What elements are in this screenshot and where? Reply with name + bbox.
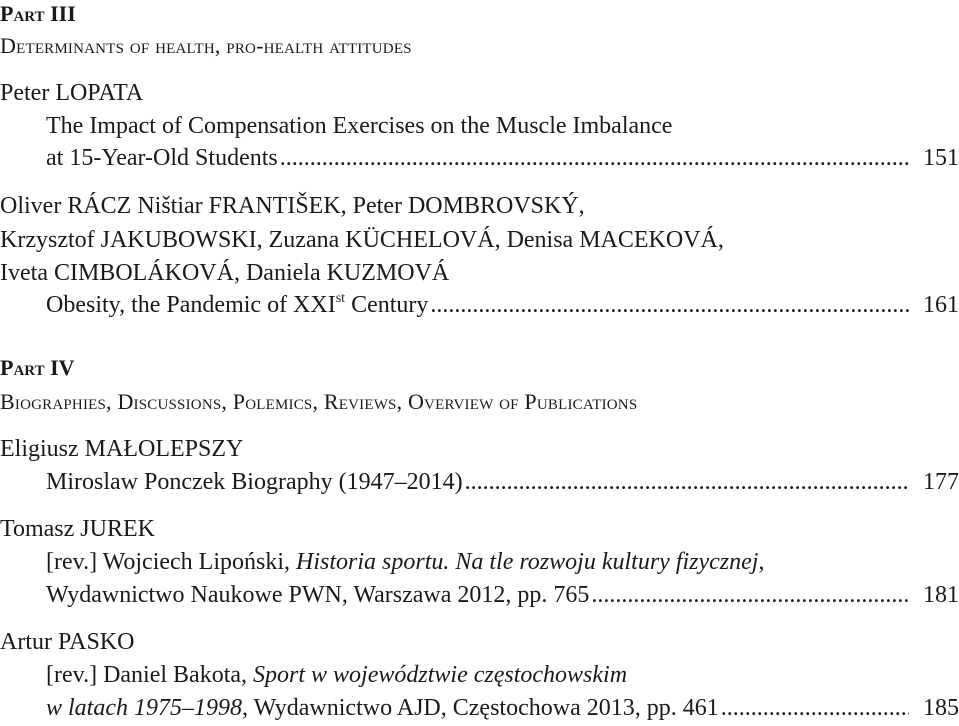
dot-leader — [721, 694, 909, 722]
page-number: 177 — [923, 469, 959, 495]
toc-entry-line[interactable] — [46, 468, 959, 496]
toc-entry-title: The Impact of Compensation Exercises on the Muscle Imbalance — [46, 113, 673, 139]
dot-leader — [280, 144, 909, 172]
toc-entry-title: Miroslaw Ponczek Biography (1947–2014) — [46, 469, 463, 495]
page-number: 181 — [923, 582, 959, 608]
part-iii-subtitle: Determinants of health, pro-health attitudes — [0, 33, 412, 58]
toc-entry-line[interactable] — [46, 694, 959, 722]
dot-leader — [430, 291, 909, 319]
toc-entry-title: at 15-Year-Old Students — [46, 145, 278, 171]
toc-entry-line[interactable] — [46, 291, 959, 319]
page-number: 161 — [923, 292, 959, 318]
toc-entry-title: Obesity, the Pandemic of XXIst Century — [46, 291, 429, 318]
dot-leader — [465, 468, 909, 496]
part-iv-subtitle: Biographies, Discussions, Polemics, Reviews, Overview of Publications — [0, 389, 638, 414]
toc-entry-author: Peter LOPATA — [0, 80, 144, 106]
toc-entry-line[interactable] — [46, 581, 959, 609]
toc-entry-title: w latach 1975–1998, Wydawnictwo AJD, Częstochowa 2013, pp. 461 — [46, 695, 719, 721]
toc-entry-author: Iveta CIMBOLÁKOVÁ, Daniela KUZMOVÁ — [0, 260, 450, 286]
toc-entry-author: Krzysztof JAKUBOWSKI, Zuzana KÜCHELOVÁ, Denisa MACEKOVÁ, — [0, 227, 724, 253]
toc-entry-title: [rev.] Wojciech Lipoński, Historia sportu. Na tle rozwoju kultury fizycznej, — [46, 549, 765, 575]
page-number: 151 — [923, 145, 959, 171]
part-iii-heading: Part III — [0, 1, 76, 26]
toc-entry-author: Oliver RÁCZ Ništiar FRANTIŠEK, Peter DOMBROVSKÝ, — [0, 193, 585, 219]
toc-entry-author: Tomasz JUREK — [0, 516, 155, 542]
toc-entry-author: Artur PASKO — [0, 629, 135, 655]
dot-leader — [591, 581, 909, 609]
toc-entry-title: Wydawnictwo Naukowe PWN, Warszawa 2012, pp. 765 — [46, 582, 590, 608]
part-iv-heading: Part IV — [0, 355, 75, 380]
toc-entry-author: Eligiusz MAŁOLEPSZY — [0, 436, 244, 462]
toc-entry-title: [rev.] Daniel Bakota, Sport w województwie częstochowskim — [46, 662, 628, 688]
page-number: 185 — [923, 695, 959, 721]
toc-entry-line[interactable] — [46, 144, 959, 172]
